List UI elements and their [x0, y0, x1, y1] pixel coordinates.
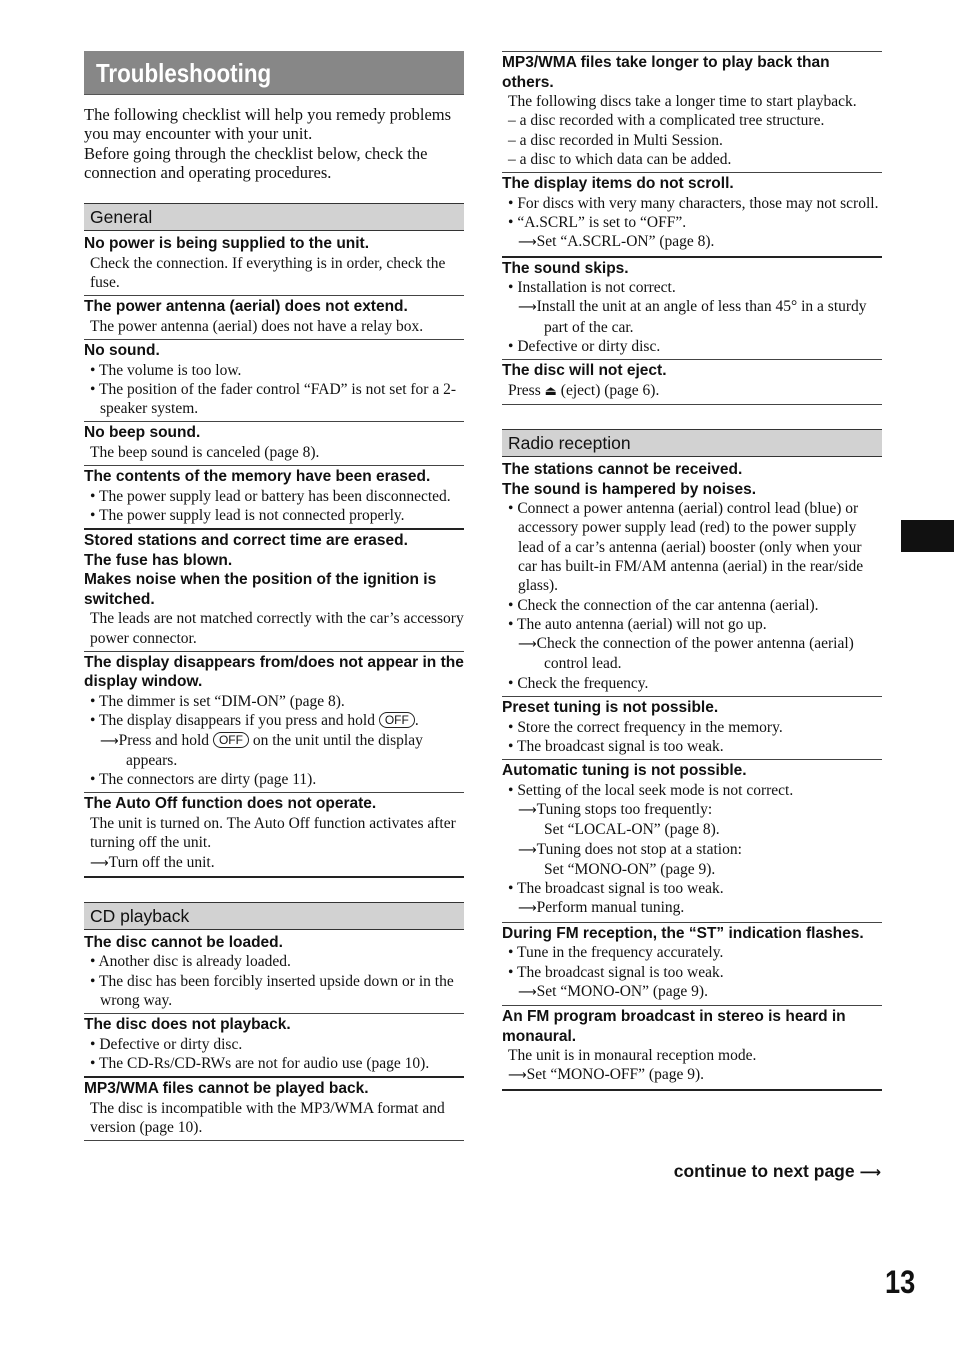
bullet-item: • The power supply lead or battery has been disconnected. [84, 487, 464, 506]
entry-disc-not-loaded [84, 932, 464, 1014]
page-title: Troubleshooting [96, 58, 272, 88]
entry-text: Check the connection. If everything is in order, check the fuse. [90, 254, 446, 291]
entry-question: The stations cannot be received. [502, 461, 743, 479]
entry-text: The leads are not matched correctly with the car’s accessory power connector. [90, 610, 464, 647]
bullet-item: • Tune in the frequency accurately. [502, 943, 882, 962]
right-column [502, 51, 882, 1091]
entry-question: No beep sound. [84, 424, 201, 442]
entry-text: The unit is turned on. The Auto Off function activates after turning off the unit. [90, 814, 456, 852]
arrow-icon: ⟶ [518, 901, 537, 917]
arrow-icon: ⟶ [518, 637, 537, 653]
action-item [502, 800, 882, 820]
action-text: Tuning does not stop at a station: [536, 840, 742, 858]
entry-stations-not-received [502, 459, 882, 697]
bullet-item: • The volume is too low. [84, 361, 464, 380]
bullet-item: • The broadcast signal is too weak. [502, 737, 882, 756]
entry-no-beep [84, 422, 464, 466]
eject-icon: ⏏ [544, 383, 557, 399]
entry-text [502, 381, 882, 401]
entry-text: The beep sound is canceled (page 8). [90, 443, 320, 461]
arrow-icon: ⟶ [100, 733, 119, 749]
bullet-item: • Installation is not correct. [502, 278, 882, 297]
bullet-item: • Another disc is already loaded. [84, 952, 464, 971]
action-text: Set “MONO-ON” (page 9). [536, 982, 708, 1000]
bullet-item: • For discs with very many characters, those may not scroll. [502, 194, 882, 213]
entry-question: Automatic tuning is not possible. [502, 762, 747, 780]
action-item [502, 982, 882, 1002]
entry-question: The display disappears from/does not appear in the display window. [84, 653, 464, 691]
action-item [502, 297, 882, 337]
entry-text-part: Press [508, 381, 541, 399]
entry-text: The following discs take a longer time to start playback. [508, 93, 857, 110]
continue-text: continue to next page [673, 1161, 855, 1181]
entry-preset-tuning [502, 697, 882, 760]
dash-item: – a disc recorded with a complicated tree structure. [508, 112, 825, 130]
dash-item: – a disc recorded in Multi Session. [508, 131, 723, 149]
entry-text: The unit is in monaural reception mode. [508, 1047, 757, 1065]
arrow-icon: ⟶ [90, 855, 109, 871]
entry-antenna [84, 296, 464, 340]
continuation-text: Set “LOCAL-ON” (page 8). [544, 821, 720, 839]
entry-mp3-not-played [84, 1078, 464, 1141]
dash-item: – a disc to which data can be added. [508, 150, 732, 168]
entry-st-flashes [502, 923, 882, 1006]
action-item [502, 232, 882, 252]
continue-to-next-page [674, 1161, 881, 1182]
entry-question: Stored stations and correct time are erased. [84, 532, 408, 550]
entry-sound-skips [502, 258, 882, 361]
entry-question: MP3/WMA files cannot be played back. [84, 1080, 369, 1098]
entry-mp3-longer [502, 51, 882, 173]
entry-monaural [502, 1006, 882, 1091]
bullet-item: • Check the connection of the car antenna (aerial). [502, 596, 882, 615]
bullet-item: • Check the frequency. [502, 674, 882, 693]
action-item [502, 840, 882, 860]
action-item [502, 1065, 882, 1085]
bullet-item: • “A.SCRL” is set to “OFF”. [502, 213, 882, 232]
arrow-icon: ⟶ [518, 235, 537, 251]
bullet-item: • The broadcast signal is too weak. [502, 879, 882, 898]
entry-memory-erased [84, 466, 464, 530]
intro-paragraph: Before going through the checklist below, check the connection and operating procedures. [84, 143, 428, 182]
bullet-item: • The broadcast signal is too weak. [502, 963, 882, 982]
entry-no-power [84, 233, 464, 296]
action-text: Press and hold [118, 731, 210, 749]
entry-question: The disc does not playback. [84, 1016, 291, 1034]
arrow-icon: ⟶ [518, 802, 537, 818]
intro [84, 105, 464, 182]
bullet-item: • The CD-Rs/CD-RWs are not for audio use (page 10). [84, 1054, 464, 1073]
entry-question: During FM reception, the “ST” indication flashes. [502, 924, 864, 942]
action-item [502, 634, 882, 674]
bullet-item: • The connectors are dirty (page 11). [84, 770, 464, 789]
entry-question: MP3/WMA files take longer to play back than others. [502, 54, 830, 91]
bullet-item: • Setting of the local seek mode is not correct. [502, 781, 882, 800]
arrow-icon: ⟶ [508, 1068, 527, 1084]
action-text: Install the unit at an angle of less than 45° in a sturdy part of the car. [536, 298, 867, 336]
bullet-item: • The position of the fader control “FAD” is not set for a 2-speaker system. [84, 380, 464, 419]
entry-no-sound [84, 340, 464, 422]
bullet-item: • Store the correct frequency in the memory. [502, 718, 882, 737]
action-item [84, 853, 464, 873]
entry-question: The disc will not eject. [502, 362, 667, 380]
bullet-item: • The auto antenna (aerial) will not go up. [502, 615, 882, 634]
bullet-item: • The power supply lead is not connected properly. [84, 506, 464, 525]
section-header-cd: CD playback [84, 902, 464, 930]
action-text: Set “A.SCRL-ON” (page 8). [536, 233, 715, 251]
action-text: Check the connection of the power antenna (aerial) control lead. [536, 635, 854, 673]
bullet-text: . [414, 712, 419, 730]
entry-auto-tuning [502, 760, 882, 923]
page-title-bar [84, 51, 464, 95]
entry-question: No sound. [84, 342, 160, 360]
entry-question: No power is being supplied to the unit. [84, 235, 370, 253]
entry-question: The sound is hampered by noises. [502, 480, 757, 498]
entry-no-scroll [502, 173, 882, 257]
intro-paragraph: The following checklist will help you remedy problems you may encounter with your unit. [84, 105, 452, 144]
entry-question: Makes noise when the position of the ignition is switched. [84, 571, 437, 608]
action-text: Turn off the unit. [108, 853, 215, 871]
arrow-icon: ⟶ [518, 300, 537, 316]
entry-disc-no-playback [84, 1014, 464, 1078]
section-header-general: General [84, 203, 464, 231]
continuation-text: Set “MONO-ON” (page 9). [544, 860, 716, 878]
arrow-icon: ⟶ [859, 1163, 881, 1181]
bullet-item [84, 711, 464, 730]
entry-question: The fuse has blown. [84, 551, 233, 569]
arrow-icon: ⟶ [518, 842, 537, 858]
entry-question: The power antenna (aerial) does not extend. [84, 298, 408, 316]
entry-text: The disc is incompatible with the MP3/WMA format and version (page 10). [90, 1099, 445, 1137]
left-column [84, 51, 464, 1141]
entry-question: Preset tuning is not possible. [502, 699, 719, 717]
entry-text: The power antenna (aerial) does not have a relay box. [90, 317, 424, 335]
entry-stations-erased [84, 530, 464, 652]
bullet-item: • Defective or dirty disc. [84, 1035, 464, 1054]
bullet-item: • The dimmer is set “DIM-ON” (page 8). [84, 692, 464, 711]
entry-text-part: (eject) (page 6). [560, 381, 660, 399]
entry-no-eject [502, 360, 882, 405]
action-text: Tuning stops too frequently: [536, 800, 713, 818]
entry-question: The display items do not scroll. [502, 175, 734, 193]
action-text: Set “MONO-OFF” (page 9). [526, 1066, 704, 1084]
section-header-radio: Radio reception [502, 429, 882, 457]
bullet-text: The display disappears if you press and hold [99, 712, 375, 730]
action-text: Perform manual tuning. [536, 899, 685, 917]
entry-question: An FM program broadcast in stereo is heard in monaural. [502, 1008, 846, 1045]
page-number: 13 [885, 1264, 916, 1300]
bullet-item: • The disc has been forcibly inserted upside down or in the wrong way. [84, 972, 464, 1011]
action-item [502, 898, 882, 918]
entry-question: The Auto Off function does not operate. [84, 795, 377, 813]
arrow-icon: ⟶ [518, 984, 537, 1000]
action-text: on the unit until the display appears. [126, 731, 423, 769]
entry-question: The sound skips. [502, 259, 629, 277]
entry-auto-off [84, 793, 464, 877]
entry-question: The disc cannot be loaded. [84, 933, 283, 951]
bullet-item: • Defective or dirty disc. [502, 337, 882, 356]
entry-display-disappears [84, 652, 464, 793]
entry-question: The contents of the memory have been erased. [84, 468, 431, 486]
off-button-label: OFF [379, 712, 415, 728]
bullet-item: • Connect a power antenna (aerial) control lead (blue) or accessory power supply lead (red) to the power supply lead of a car’s antenna (aerial) booster (only when your car has built-in FM/AM antenna (aerial) in the rear/side glass). [502, 499, 882, 595]
off-button-label: OFF [213, 732, 249, 748]
side-tab-marker [901, 520, 954, 552]
action-item [84, 731, 464, 771]
